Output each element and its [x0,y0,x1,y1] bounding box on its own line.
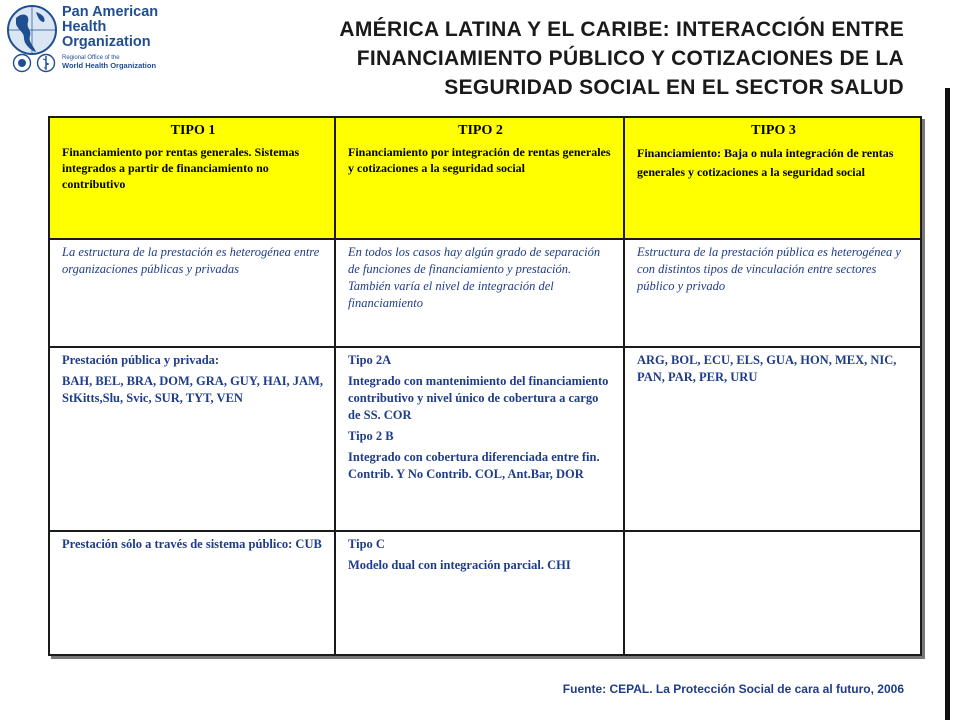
table-row-public-only [49,531,921,655]
paho-seal-icon [12,53,32,73]
header-cell-type-1: TIPO 1 Financiamiento por rentas generales. Sistemas integrados a partir de financiamiento no contributivo [49,117,335,239]
header-cell-type-3: TIPO 3 Financiamiento: Baja o nula integración de rentas generales y cotizaciones a la seguridad social [624,117,921,239]
financing-types-table [48,116,922,656]
table-cell: La estructura de la prestación es heterogénea entre organizaciones públicas y privadas [49,239,335,347]
table-cell [624,531,921,655]
table-row-description [49,239,921,347]
who-emblem-icon [36,53,56,73]
table-cell: Tipo C Modelo dual con integración parcial. CHI [335,531,624,655]
page-title: AMÉRICA LATINA Y EL CARIBE: INTERACCIÓN ENTRE FINANCIAMIENTO PÚBLICO Y COTIZACIONES DE LA SEGURIDAD SOCIAL EN EL SECTOR SALUD [339,18,904,99]
paho-logo [6,4,181,74]
source-citation: Fuente: CEPAL. La Protección Social de cara al futuro, 2006 [562,682,904,696]
table-cell: ARG, BOL, ECU, ELS, GUA, HON, MEX, NIC, PAN, PAR, PER, URU [624,347,921,531]
header-cell-type-2: TIPO 2 Financiamiento por integración de rentas generales y cotizaciones a la seguridad social [335,117,624,239]
globe-emblem-icon [6,4,58,56]
organization-name: Pan American Health Organization [62,4,159,50]
table-cell: Prestación pública y privada: BAH, BEL, BRA, DOM, GRA, GUY, HAI, JAM, StKitts,Slu, Svic, SUR, TYT, VEN [49,347,335,531]
table-row-public-private [49,347,921,531]
table-cell: Estructura de la prestación pública es heterogénea y con distintos tipos de vinculación entre sectores público y privado [624,239,921,347]
table-cell: Prestación sólo a través de sistema público: CUB [49,531,335,655]
table-header-row [49,117,921,239]
right-edge-bar [945,88,950,720]
who-subtitle: Regional Office of the World Health Organization [62,55,157,70]
table-cell: En todos los casos hay algún grado de separación de funciones de financiamiento y prestación. También varía el nivel de integración del financiamiento [335,239,624,347]
table-cell: Tipo 2A Integrado con mantenimiento del financiamiento contributivo y nivel único de cobertura a cargo de SS. COR Tipo 2 B Integrado con cobertura diferenciada entre fin. Contrib. Y No Contrib. COL, Ant.Bar, DOR [335,347,624,531]
